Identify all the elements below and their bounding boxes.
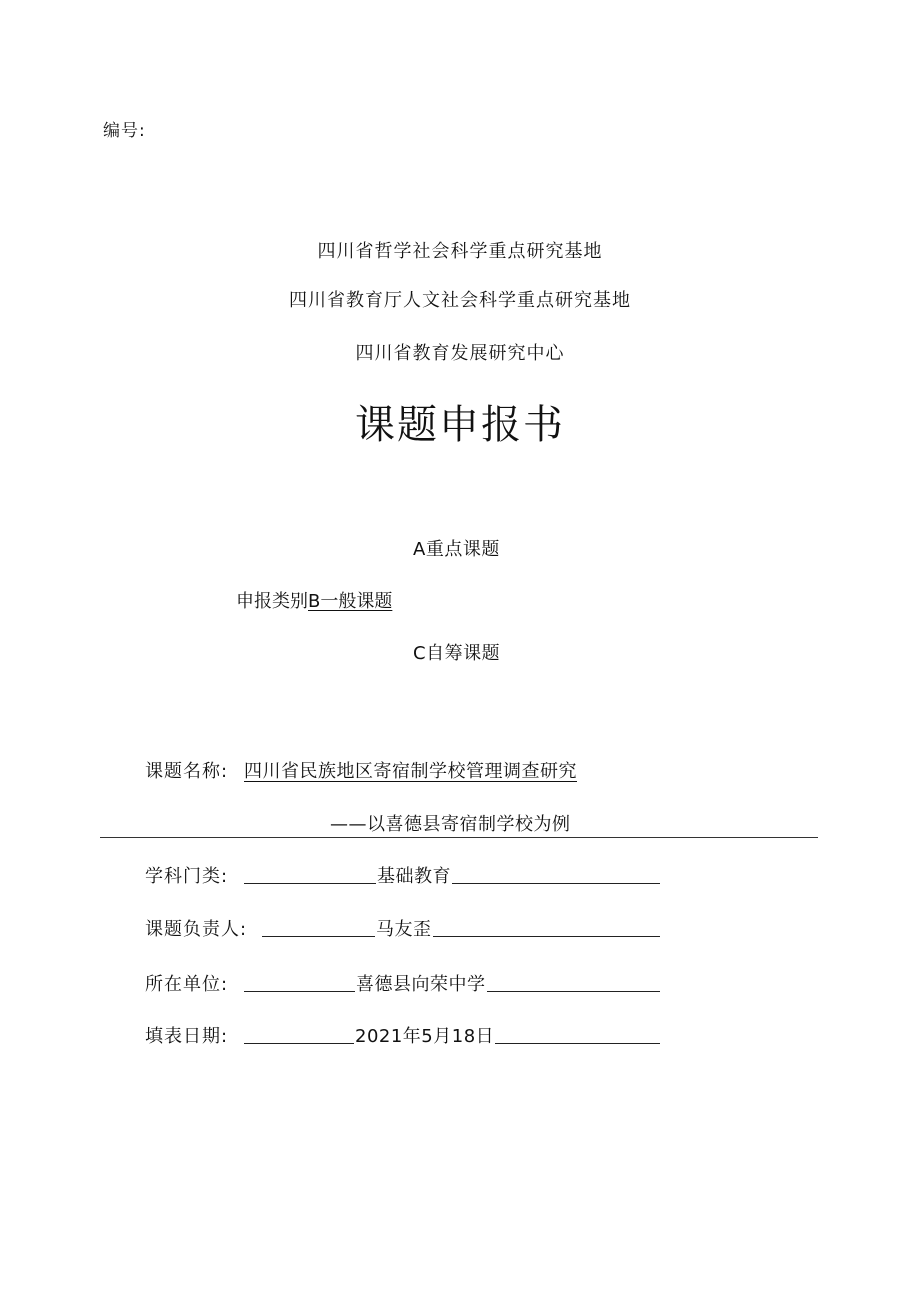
field-label-leader: 课题负责人: bbox=[145, 919, 248, 940]
institution-line-3: 四川省教育发展研究中心 bbox=[355, 343, 565, 364]
topic-subtitle: ——以喜德县寄宿制学校为例 bbox=[330, 814, 571, 835]
institution-line-2: 四川省教育厅人文社会科学重点研究基地 bbox=[289, 290, 631, 311]
field-label-date: 填表日期: bbox=[145, 1026, 229, 1047]
field-value-organization: 喜德县向荣中学 bbox=[355, 970, 487, 996]
field-value-leader: 马友歪 bbox=[375, 915, 433, 941]
category-option-c: C自筹课题 bbox=[413, 643, 501, 664]
section-divider bbox=[100, 837, 818, 838]
serial-number-label: 编号: bbox=[103, 121, 146, 141]
category-option-a: A重点课题 bbox=[413, 539, 500, 560]
category-selected-option: B一般课题 bbox=[308, 591, 393, 612]
category-label: 申报类别 bbox=[236, 591, 308, 612]
category-row bbox=[236, 587, 392, 613]
field-label-organization: 所在单位: bbox=[145, 974, 229, 995]
field-label-discipline: 学科门类: bbox=[145, 866, 229, 887]
document-title: 课题申报书 bbox=[355, 402, 565, 448]
institution-line-1: 四川省哲学社会科学重点研究基地 bbox=[317, 241, 603, 262]
field-value-date: 2021年5月18日 bbox=[354, 1022, 495, 1048]
field-underline-discipline bbox=[244, 883, 660, 884]
topic-name-label: 课题名称: bbox=[145, 761, 229, 782]
field-underline-leader bbox=[262, 936, 660, 937]
topic-name-value: 四川省民族地区寄宿制学校管理调查研究 bbox=[244, 761, 577, 782]
field-value-discipline: 基础教育 bbox=[376, 862, 452, 888]
